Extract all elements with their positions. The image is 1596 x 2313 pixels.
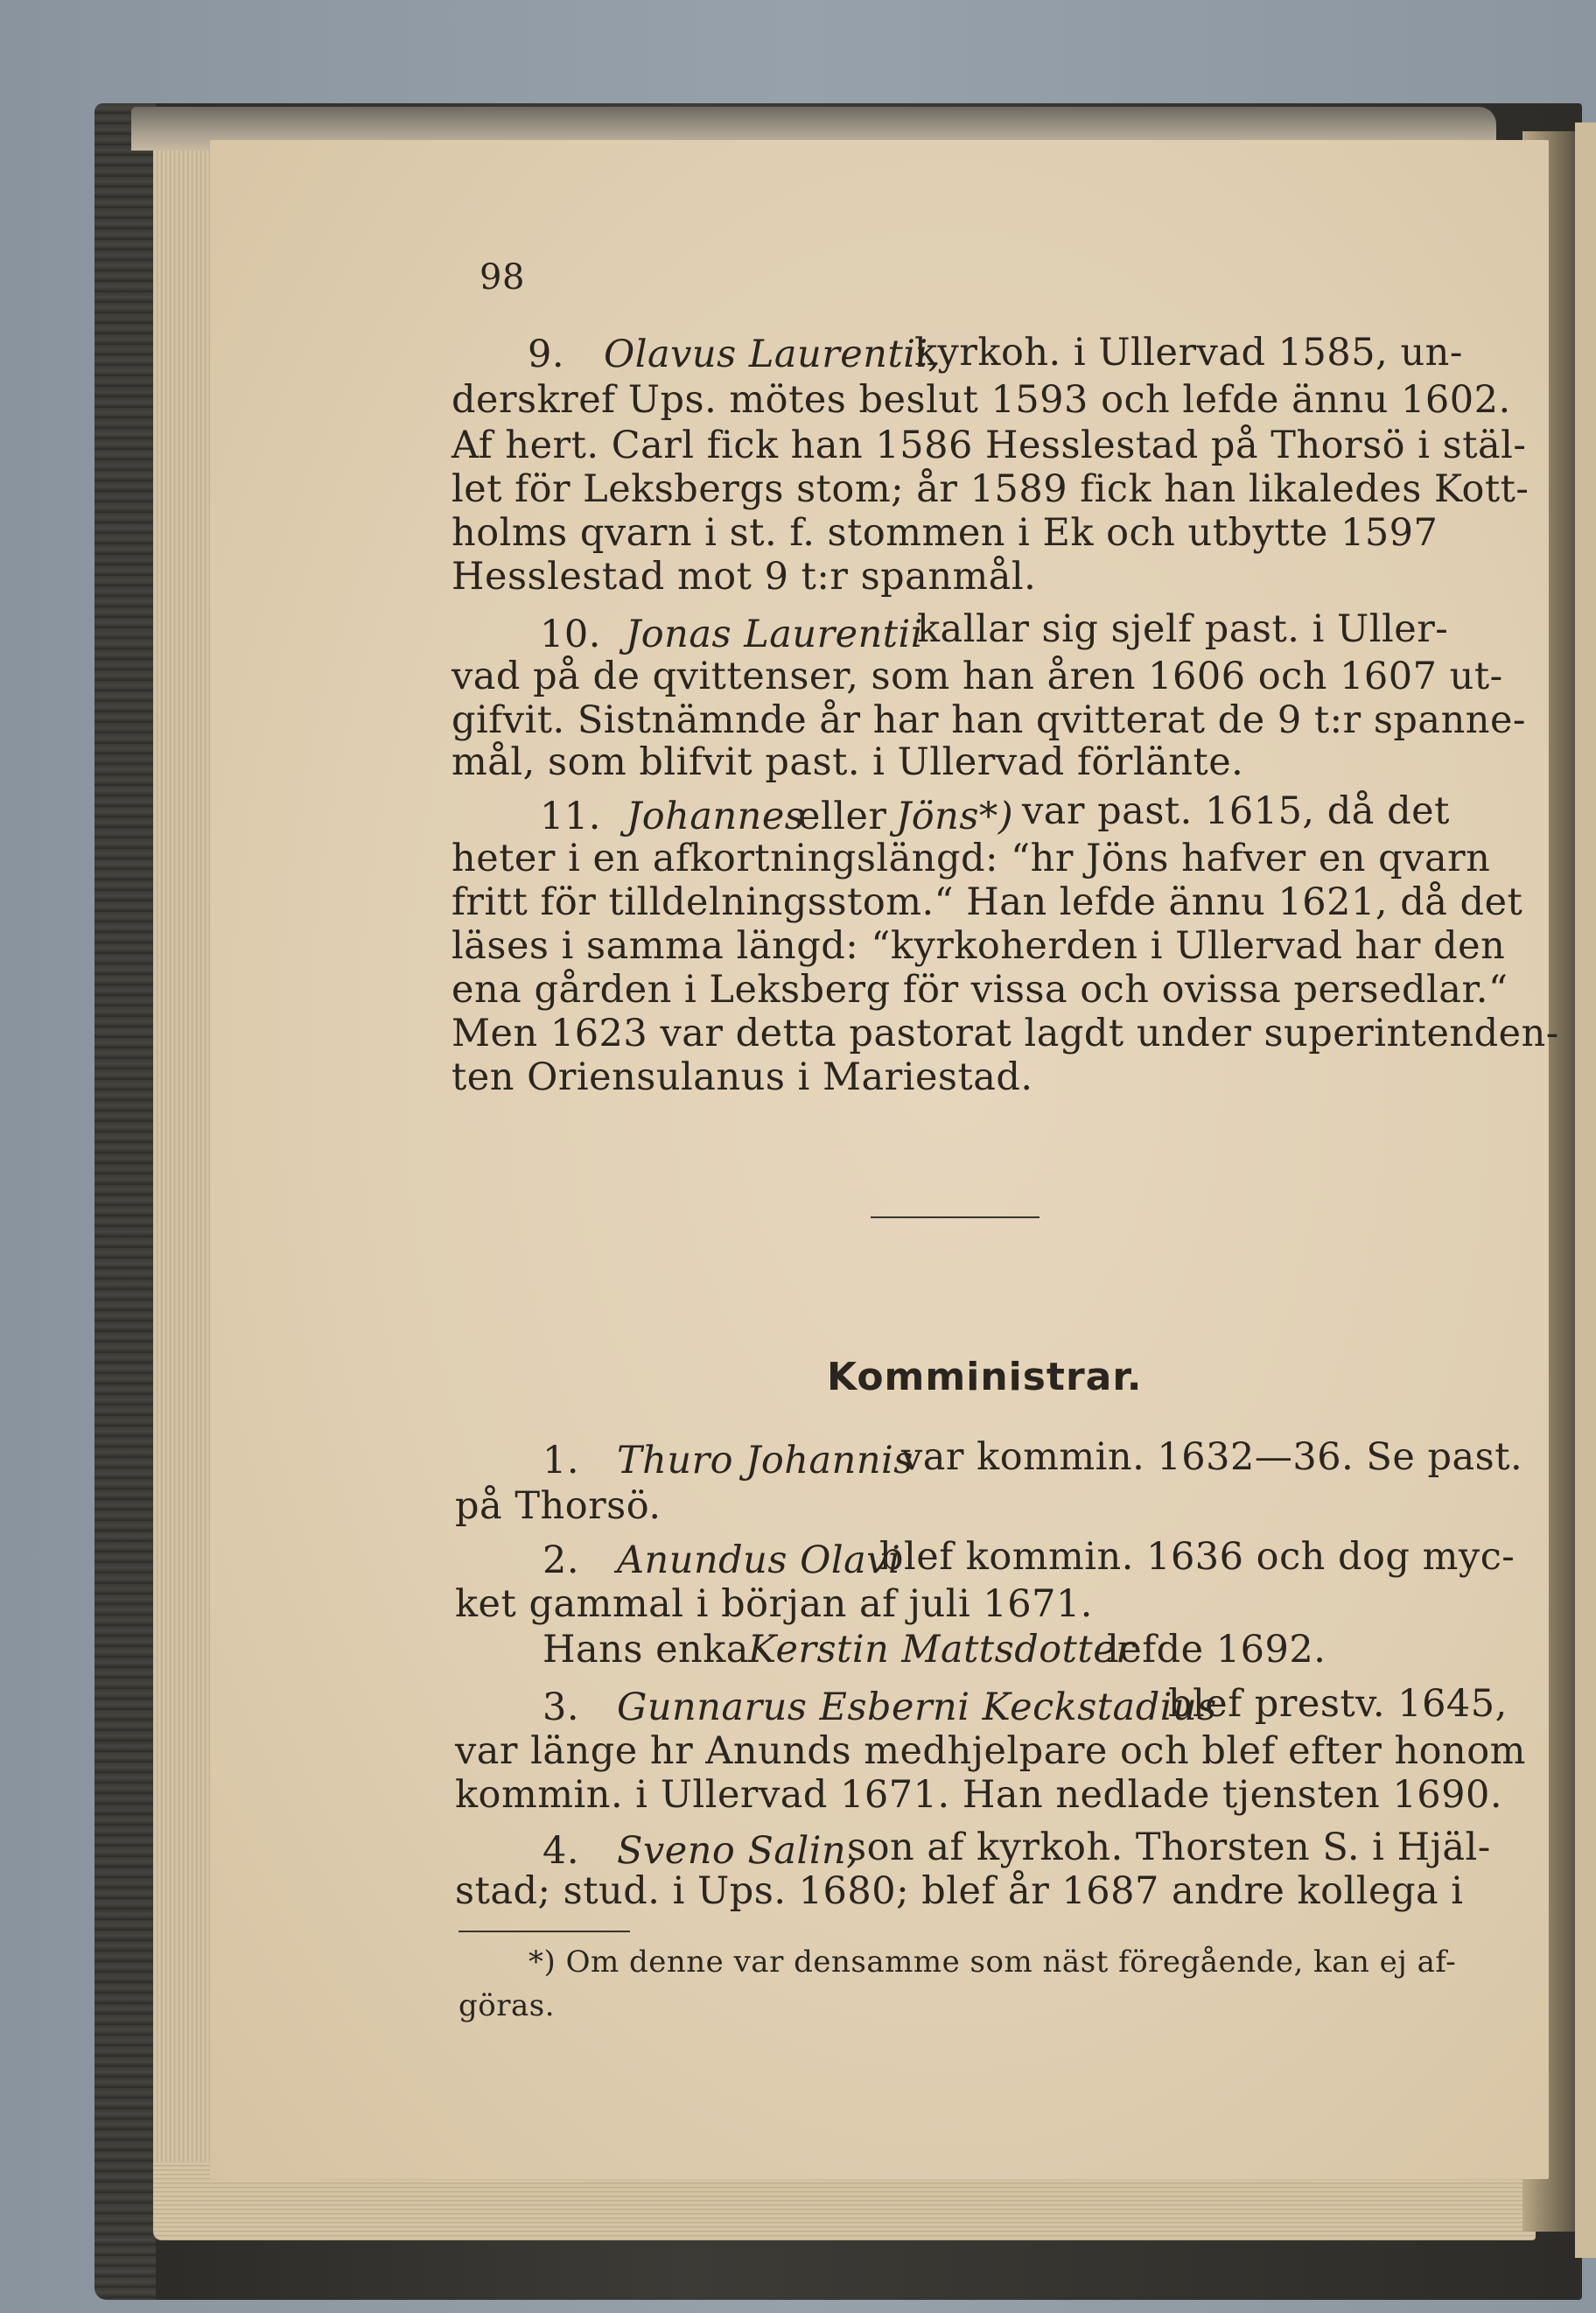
text-line: heter i en afkortningslängd: “hr Jöns hafver en qvarn	[452, 837, 1491, 880]
text-line: ket gammal i början af juli 1671.	[455, 1582, 1093, 1626]
entry-number: 2.	[542, 1538, 580, 1582]
text-line: let för Leksbergs stom; år 1589 fick han likaledes Kott-	[452, 467, 1530, 511]
entry-number: 4.	[542, 1829, 580, 1873]
entry-name: Anundus Olavi	[617, 1538, 901, 1582]
text-line: kommin. i Ullervad 1671. Han nedlade tjensten 1690.	[455, 1773, 1503, 1817]
text-line: på Thorsö.	[455, 1484, 662, 1528]
text-line: kallar sig sjelf past. i Uller-	[917, 607, 1449, 651]
entry-number: 1.	[542, 1439, 580, 1482]
page-number: 98	[480, 257, 525, 298]
text-line: var kommin. 1632—36. Se past.	[901, 1435, 1523, 1479]
entry-number: 9.	[528, 333, 565, 376]
entry-name: Kerstin Mattsdotter	[748, 1628, 1135, 1672]
text-line: holms qvarn i st. f. stommen i Ek och utbytte 1597	[452, 511, 1438, 555]
text-line: fritt för tilldelningsstom.“ Han lefde ännu 1621, då det	[452, 880, 1523, 924]
footnote-text: göras.	[458, 1988, 556, 2023]
text-line: derskref Ups. mötes beslut 1593 och lefde ännu 1602.	[452, 378, 1511, 422]
footnote-rule	[458, 1931, 630, 1932]
entry-number: 10.	[540, 613, 601, 656]
text-line: blef kommin. 1636 och dog myc-	[879, 1535, 1516, 1579]
facing-page-edge	[1575, 123, 1596, 2258]
text-line: Hesslestad mot 9 t:r spanmål.	[452, 555, 1037, 599]
text-line: Men 1623 var detta pastorat lagdt under superintenden-	[452, 1012, 1559, 1055]
entry-name: Jöns*)	[896, 795, 1014, 838]
text-line: var länge hr Anunds medhjelpare och blef efter honom	[455, 1729, 1526, 1773]
text-line: mål, som blifvit past. i Ullervad förlänte.	[452, 740, 1244, 784]
text-line: stad; stud. i Ups. 1680; blef år 1687 andre kollega i	[455, 1869, 1464, 1913]
text-line: ena gården i Leksberg för vissa och ovissa persedlar.“	[452, 968, 1508, 1012]
entry-name: Johannes	[626, 795, 805, 838]
entry-number: 3.	[542, 1686, 580, 1729]
text-line: läses i samma längd: “kyrkoherden i Ullervad har den	[452, 924, 1506, 968]
entry-name: Gunnarus Esberni Keckstadius	[617, 1686, 1217, 1729]
text-line: lefde 1692.	[1107, 1628, 1326, 1672]
text-line: blef prestv. 1645,	[1168, 1682, 1508, 1726]
entry-name: Olavus Laurentii,	[604, 333, 941, 376]
footnote-text: *) Om denne var densamme som näst föregående, kan ej af-	[528, 1945, 1457, 1980]
text-line: var past. 1615, då det	[1022, 789, 1450, 833]
entry-name: Jonas Laurentii	[626, 613, 924, 656]
text-line: kyrkoh. i Ullervad 1585, un-	[914, 331, 1463, 375]
entry-name: Thuro Johannis	[617, 1439, 914, 1482]
text-line: Af hert. Carl fick han 1586 Hesslestad på Thorsö i stäl-	[452, 424, 1527, 467]
book-spine	[94, 103, 156, 2300]
text-line: Hans enka	[542, 1628, 749, 1672]
text-line: son af kyrkoh. Thorsten S. i Hjäl-	[847, 1826, 1491, 1869]
text-line: ten Oriensulanus i Mariestad.	[452, 1055, 1033, 1099]
entry-name: Sveno Salin,	[617, 1829, 859, 1873]
entry-number: 11.	[540, 795, 601, 838]
text-line: vad på de qvittenser, som han åren 1606 och 1607 ut-	[452, 655, 1503, 698]
section-divider	[871, 1216, 1040, 1218]
text-line: eller	[798, 795, 887, 838]
text-line: gifvit. Sistnämnde år har han qvitterat de 9 t:r spanne-	[452, 698, 1526, 742]
section-heading: Komministrar.	[827, 1355, 1143, 1399]
